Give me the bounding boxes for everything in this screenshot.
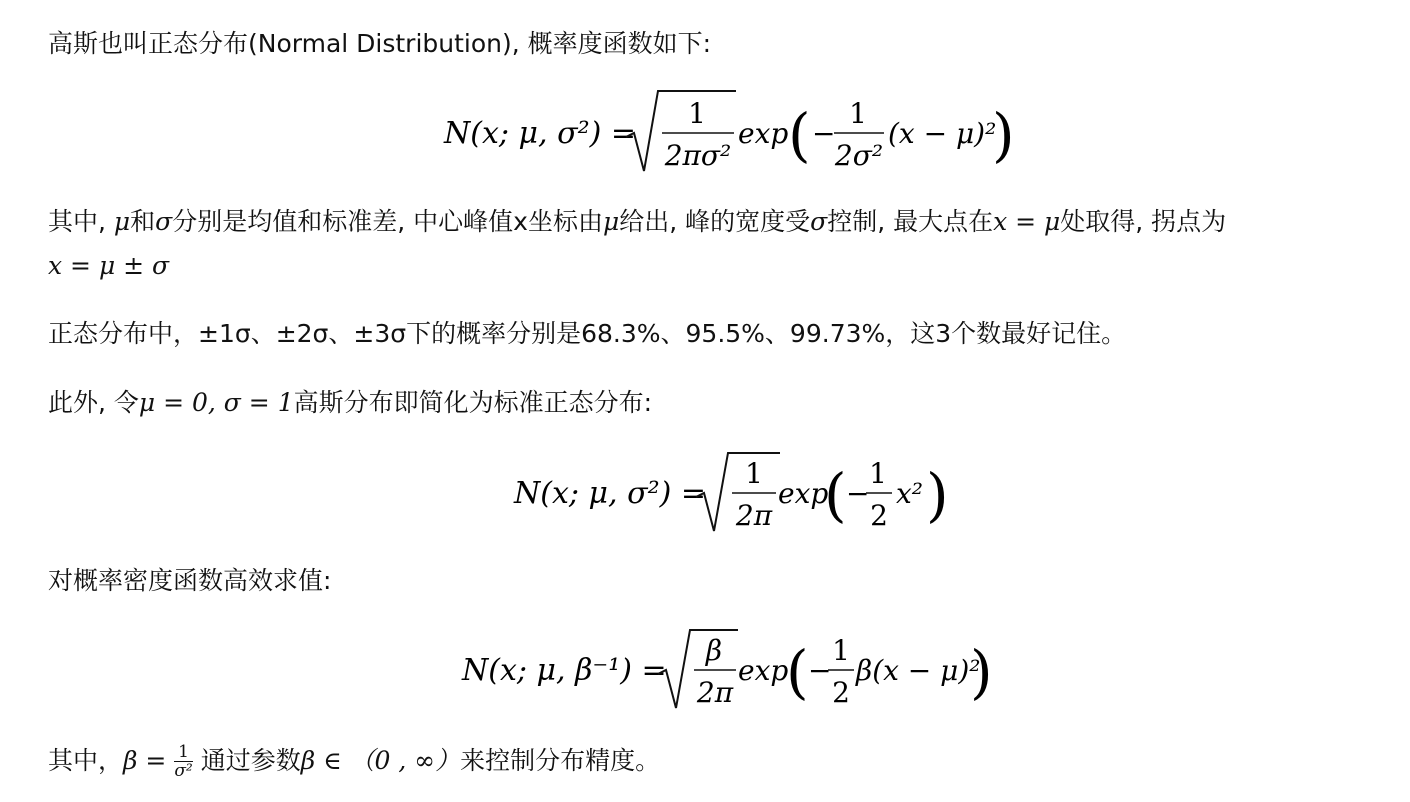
explain-text-5: 控制, 最大点在: [827, 207, 994, 236]
explain-text-2: 和: [130, 207, 156, 236]
precision-text-3: 来控制分布精度。: [460, 746, 661, 775]
formula1-frac-den: 2σ²: [834, 139, 884, 172]
formula3-sqrt-num: β: [705, 634, 723, 667]
probability-text: 正态分布中，±1σ、±2σ、±3σ下的概率分别是68.3%、95.5%、99.73%，这3个数最好记住。: [48, 319, 1127, 348]
formula1-sqrt-num: 1: [688, 97, 706, 130]
intro-text: 高斯也叫正态分布(Normal Distribution), 概率度函数如下:: [48, 29, 712, 58]
precision-line: [48, 744, 660, 780]
max-point-expr: x = μ: [993, 207, 1061, 236]
formula2-minus: −: [846, 477, 870, 510]
formula2-rparen: ): [926, 461, 949, 529]
formula3-sqrt-den: 2π: [696, 676, 734, 709]
formula1-tail: (x − μ)²: [888, 117, 997, 150]
standard-condition: μ = 0, σ = 1: [138, 388, 294, 417]
formula2-lhs: N(x; μ, σ²) =: [514, 476, 706, 511]
precision-pdf-formula: [458, 622, 998, 717]
formula1-minus: −: [812, 117, 836, 150]
formula2-frac-num: 1: [869, 457, 887, 490]
explain-text-1: 其中,: [48, 207, 114, 236]
precision-frac-den: σ²: [174, 761, 193, 781]
standard-line: [48, 386, 652, 420]
sigma-symbol: σ: [155, 207, 173, 236]
formula1-lhs: N(x; μ, σ²) =: [444, 116, 636, 151]
formula1-exp: exp: [738, 117, 789, 150]
standard-text-1: 此外, 令: [48, 388, 139, 417]
explain-text-6: 处取得, 拐点为: [1060, 207, 1227, 236]
formula1-frac-num: 1: [849, 97, 867, 130]
mu-symbol: μ: [113, 207, 131, 236]
beta-range-expr: β ∈ （0 , ∞）: [300, 746, 461, 775]
formula3-lparen: (: [786, 638, 809, 706]
beta-definition: β =: [123, 746, 167, 775]
formula2-sqrt-den: 2π: [735, 499, 773, 532]
formula1-lparen: (: [788, 101, 811, 169]
sigma-symbol-2: σ: [810, 207, 828, 236]
formula3-minus: −: [808, 654, 832, 687]
formula2-tail: x²: [896, 477, 924, 510]
explain-line: [48, 205, 1226, 239]
standard-text-2: 高斯分布即简化为标准正态分布:: [293, 388, 653, 417]
inflection-expr: x = μ ± σ: [48, 251, 170, 280]
gaussian-pdf-formula: [440, 85, 1020, 180]
precision-text-1: 其中，: [48, 746, 124, 775]
formula2-exp: exp: [778, 477, 829, 510]
explain-text-4: 给出, 峰的宽度受: [619, 207, 811, 236]
explain-text-3: 分别是均值和标准差, 中心峰值x坐标由: [172, 207, 603, 236]
formula3-rparen: ): [970, 638, 993, 706]
formula3-frac-num: 1: [832, 634, 850, 667]
formula2-sqrt-num: 1: [745, 457, 763, 490]
standard-normal-formula: [510, 445, 950, 540]
formula3-exp: exp: [738, 654, 789, 687]
formula1-sqrt-den: 2πσ²: [664, 139, 732, 172]
mu-symbol-2: μ: [602, 207, 620, 236]
formula2-lparen: (: [824, 461, 847, 529]
formula1-rparen: ): [992, 101, 1015, 169]
precision-fraction: [174, 744, 192, 780]
formula3-lhs: N(x; μ, β⁻¹) =: [462, 653, 667, 688]
efficient-text: 对概率密度函数高效求值:: [48, 566, 332, 595]
formula3-tail: β(x − μ)²: [856, 654, 981, 687]
formula3-frac-den: 2: [832, 676, 850, 709]
precision-text-2: 通过参数: [192, 746, 301, 775]
formula2-frac-den: 2: [870, 499, 888, 532]
precision-frac-num: 1: [174, 744, 192, 762]
